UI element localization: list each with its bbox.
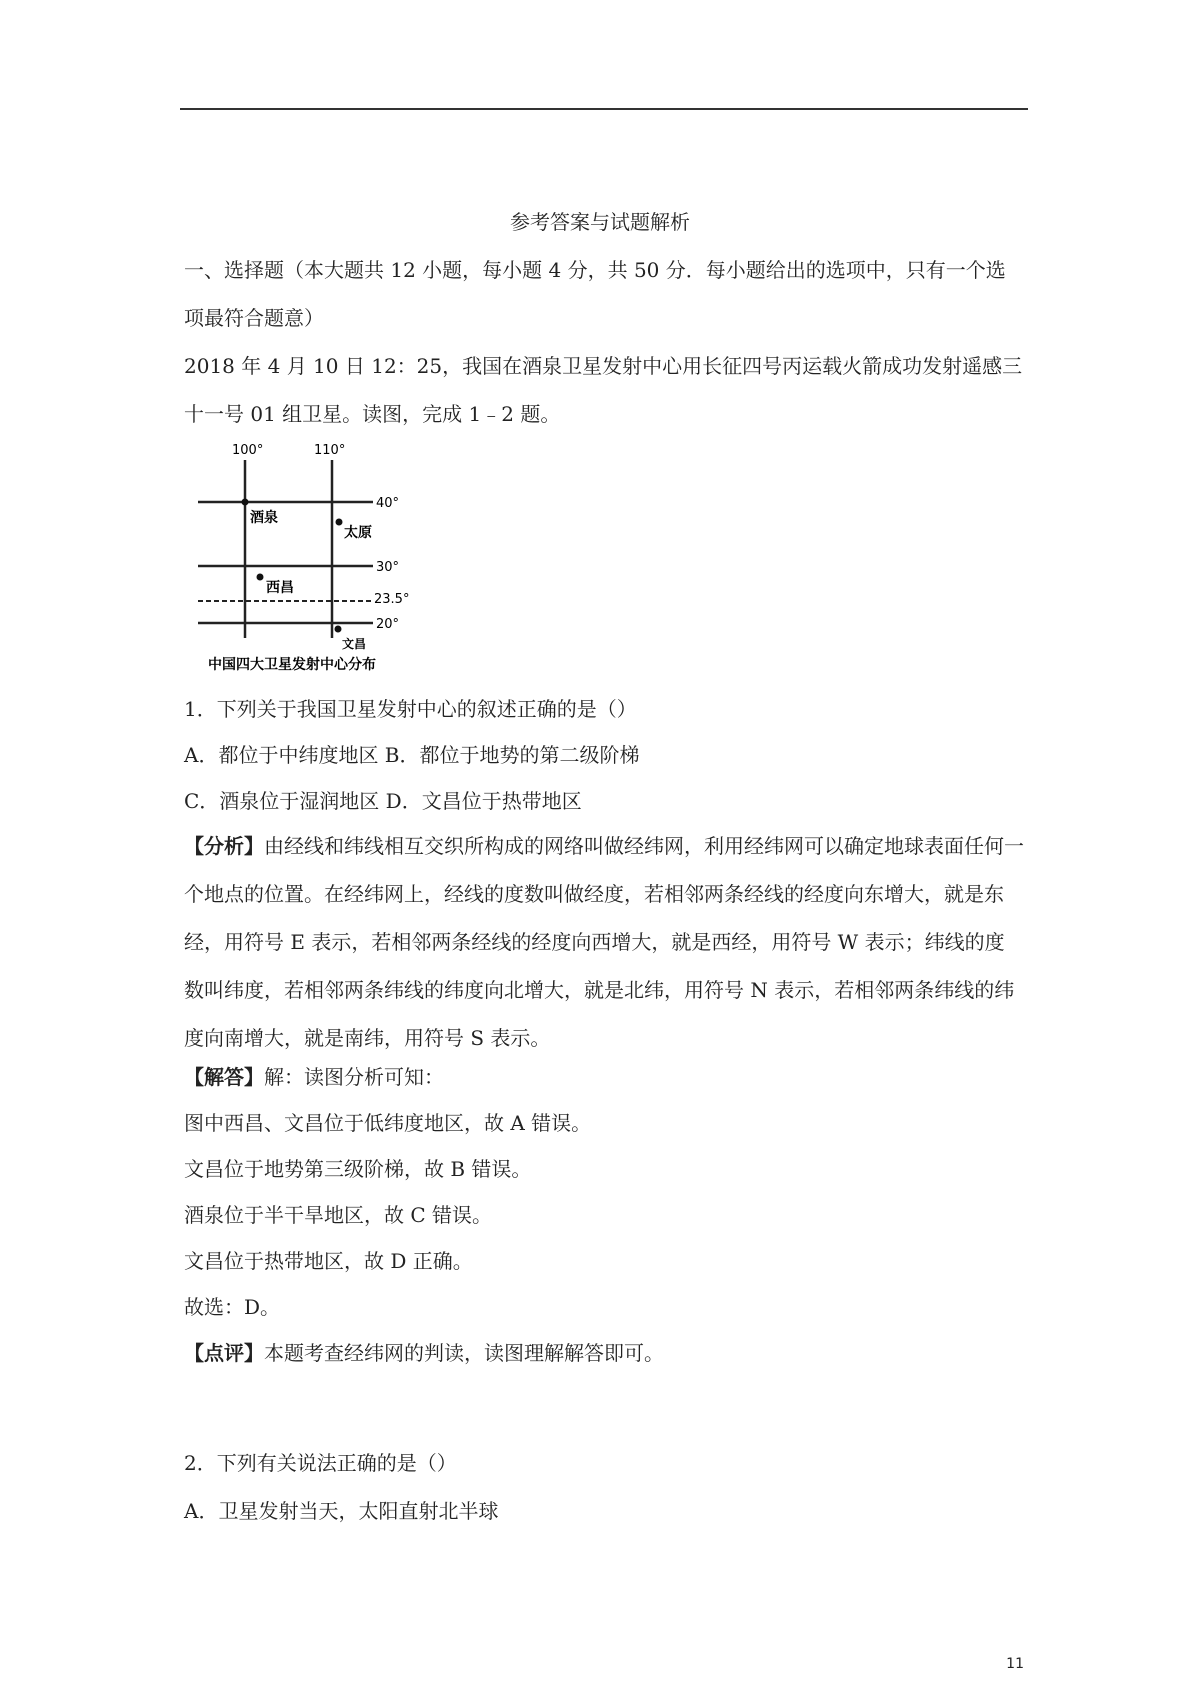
answer-label: 【解答】 bbox=[184, 1065, 264, 1089]
section-heading: 一、选择题（本大题共 12 小题，每小题 4 分，共 50 分．每小题给出的选项中，只有一个选项最符合题意） bbox=[184, 258, 1006, 330]
intro-paragraph: 2018 年 4 月 10 日 12：25，我国在酒泉卫星发射中心用长征四号丙运载火箭成功发射遥感三十一号 01 组卫星。读图，完成 1﹣2 题。 bbox=[184, 354, 1023, 426]
q1-analysis bbox=[184, 822, 1024, 1062]
analysis-text: 由经线和纬线相互交织所构成的网络叫做经纬网，利用经纬网可以确定地球表面任何一个地点的位置。在经纬网上，经线的度数叫做经度，若相邻两条经线的经度向东增大，就是东经，用符号 E 表示，若相邻两条经线的经度向西增大，就是西经，用符号 W 表示；纬线的度数叫纬度，若相邻两条纬线的纬度向北增大，就是北纬，用符号 N 表示，若相邻两条纬线的纬度向南增大，就是南纬，用符号 S 表示。 bbox=[184, 834, 1024, 1050]
map-caption: 中国四大卫星发射中心分布 bbox=[208, 657, 376, 672]
q2-option-a: A．卫星发射当天，太阳直射北半球 bbox=[184, 1499, 499, 1523]
latitude-label-30: 30° bbox=[376, 560, 400, 575]
page-title: 参考答案与试题解析 bbox=[510, 210, 690, 234]
place-jiuquan: 酒泉 bbox=[250, 510, 278, 526]
xichang-dot bbox=[257, 574, 264, 581]
q1-answer-intro bbox=[184, 1062, 444, 1092]
q1-options-cd: C．酒泉位于湿润地区 D．文昌位于热带地区 bbox=[184, 789, 582, 813]
answer-line: 图中西昌、文昌位于低纬度地区，故 A 错误。 bbox=[184, 1111, 592, 1135]
latitude-label-20: 20° bbox=[376, 617, 400, 632]
launch-center-map bbox=[188, 436, 448, 672]
longitude-label-110: 110° bbox=[314, 443, 346, 458]
jiuquan-dot bbox=[242, 499, 249, 506]
q1-comment bbox=[184, 1338, 664, 1368]
q1-stem: 1．下列关于我国卫星发射中心的叙述正确的是（） bbox=[184, 697, 637, 721]
longitude-label-100: 100° bbox=[232, 443, 264, 458]
taiyuan-dot bbox=[336, 519, 343, 526]
comment-text: 本题考查经纬网的判读，读图理解解答即可。 bbox=[264, 1341, 664, 1365]
wenchang-dot bbox=[335, 626, 342, 633]
answer-line: 文昌位于热带地区，故 D 正确。 bbox=[184, 1249, 473, 1273]
comment-label: 【点评】 bbox=[184, 1341, 264, 1365]
answer-line: 酒泉位于半干旱地区，故 C 错误。 bbox=[184, 1203, 493, 1227]
place-taiyuan: 太原 bbox=[344, 525, 372, 541]
latitude-label-40: 40° bbox=[376, 496, 400, 511]
place-wenchang: 文昌 bbox=[342, 637, 367, 651]
page-number: 11 bbox=[1006, 1656, 1024, 1672]
place-xichang: 西昌 bbox=[266, 580, 294, 596]
q2-stem: 2．下列有关说法正确的是（） bbox=[184, 1451, 457, 1475]
q1-options-ab: A．都位于中纬度地区 B．都位于地势的第二级阶梯 bbox=[184, 743, 640, 767]
analysis-label: 【分析】 bbox=[184, 834, 264, 858]
answer-line: 故选：D。 bbox=[184, 1295, 281, 1319]
header-rule bbox=[180, 108, 1028, 110]
latitude-label-23-5: 23.5° bbox=[374, 592, 410, 607]
answer-line: 文昌位于地势第三级阶梯，故 B 错误。 bbox=[184, 1157, 532, 1181]
answer-intro-text: 解：读图分析可知： bbox=[264, 1065, 444, 1089]
